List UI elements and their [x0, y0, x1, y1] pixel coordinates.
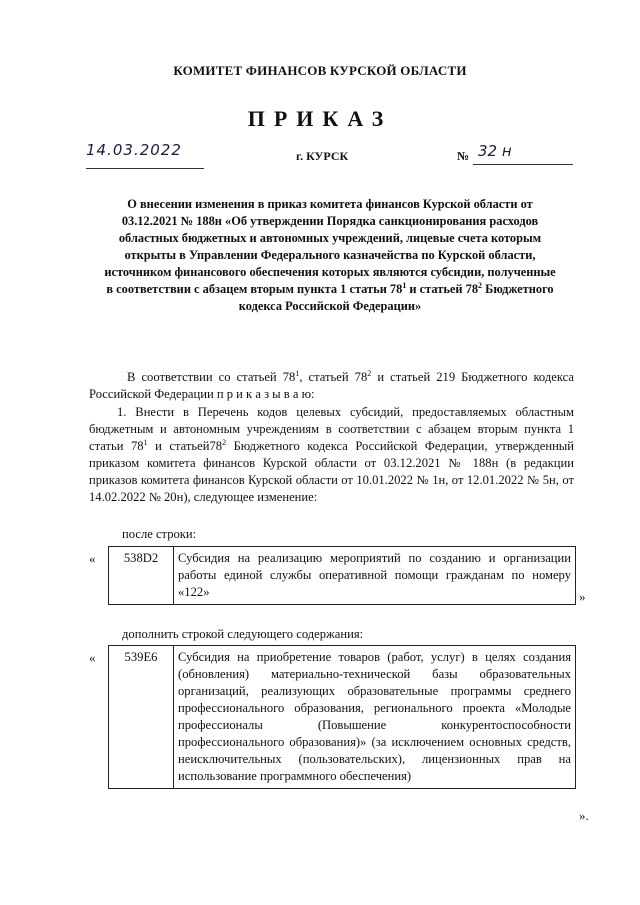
existing-row-code: 538D2: [109, 547, 174, 605]
add-row-label: дополнить строкой следующего содержания:: [122, 627, 364, 641]
existing-row-table: [108, 546, 576, 605]
new-row-table: [108, 645, 576, 789]
new-row-open-quote: «: [89, 650, 96, 665]
existing-row-description: Субсидия на реализацию мероприятий по созданию и организации работы единой службы оперативной помощи гражданам по номеру «122»: [174, 547, 576, 605]
existing-row-open-quote: «: [89, 551, 96, 566]
number-handwritten: 32 н: [478, 142, 512, 160]
number-sign: №: [457, 149, 470, 163]
after-row-label: после строки:: [122, 527, 197, 541]
new-row-close-quote: ».: [579, 808, 589, 823]
new-row-description: Субсидия на приобретение товаров (работ, услуг) в целях создания (обновления) материально-технической базы образовательных организаций, реализующих образовательные программы среднего профессионального образования, регионального проекта «Молодые профессионалы (Повышение конкурентоспособности профессионального образования)» (за исключением основных средств, неисключительных (пользовательских), лицензионных прав на использование программного обеспечения): [174, 646, 576, 789]
table-row: [109, 547, 576, 605]
existing-row-close-quote: »: [579, 589, 586, 604]
document-title: О внесении изменения в приказ комитета финансов Курской области от 03.12.2021 № 188н «Об утверждении Порядка санкционирования расходов областных бюджетных и автономных учреждений, лицевые счета которым открыты в Управлении Федерального казначейства по Курской области, источником финансового обеспечения которых являются субсидии, полученные в соответствии с абзацем вторым пункта 1 статьи $78^1$ и статьей $78^2$ Бюджетного кодекса Российской Федерации»: [104, 197, 556, 313]
date-handwritten: 14.03.2022: [86, 141, 182, 159]
date-underline: [86, 167, 204, 169]
preamble-paragraph: В соответствии со статьей $78^1$, статьей $78^2$ и статьей 219 Бюджетного кодекса Российской Федерации п р и к а з ы в а ю:: [89, 368, 574, 401]
number-underline: [473, 163, 573, 165]
table-row: [109, 646, 576, 789]
new-row-code: 539E6: [109, 646, 174, 789]
city: г. КУРСК: [296, 149, 349, 163]
committee-name: КОМИТЕТ ФИНАНСОВ КУРСКОЙ ОБЛАСТИ: [173, 63, 467, 78]
item-1-paragraph: 1. Внести в Перечень кодов целевых субсидий, предоставляемых областным бюджетным и автономным учреждениям в соответствии с абзацем вторым пункта 1 статьи $78^1$ и $статьей78^2$ Бюджетного кодекса Российской Федерации, утвержденный приказом комитета финансов Курской области от 03.12.2021 № 188н (в редакции приказов комитета финансов Курской области от 10.01.2022 № 1н, от 12.01.2022 № 5н, от 14.02.2022 № 20н), следующее изменение:: [89, 405, 575, 504]
document-type: ПРИКАЗ: [247, 106, 393, 131]
